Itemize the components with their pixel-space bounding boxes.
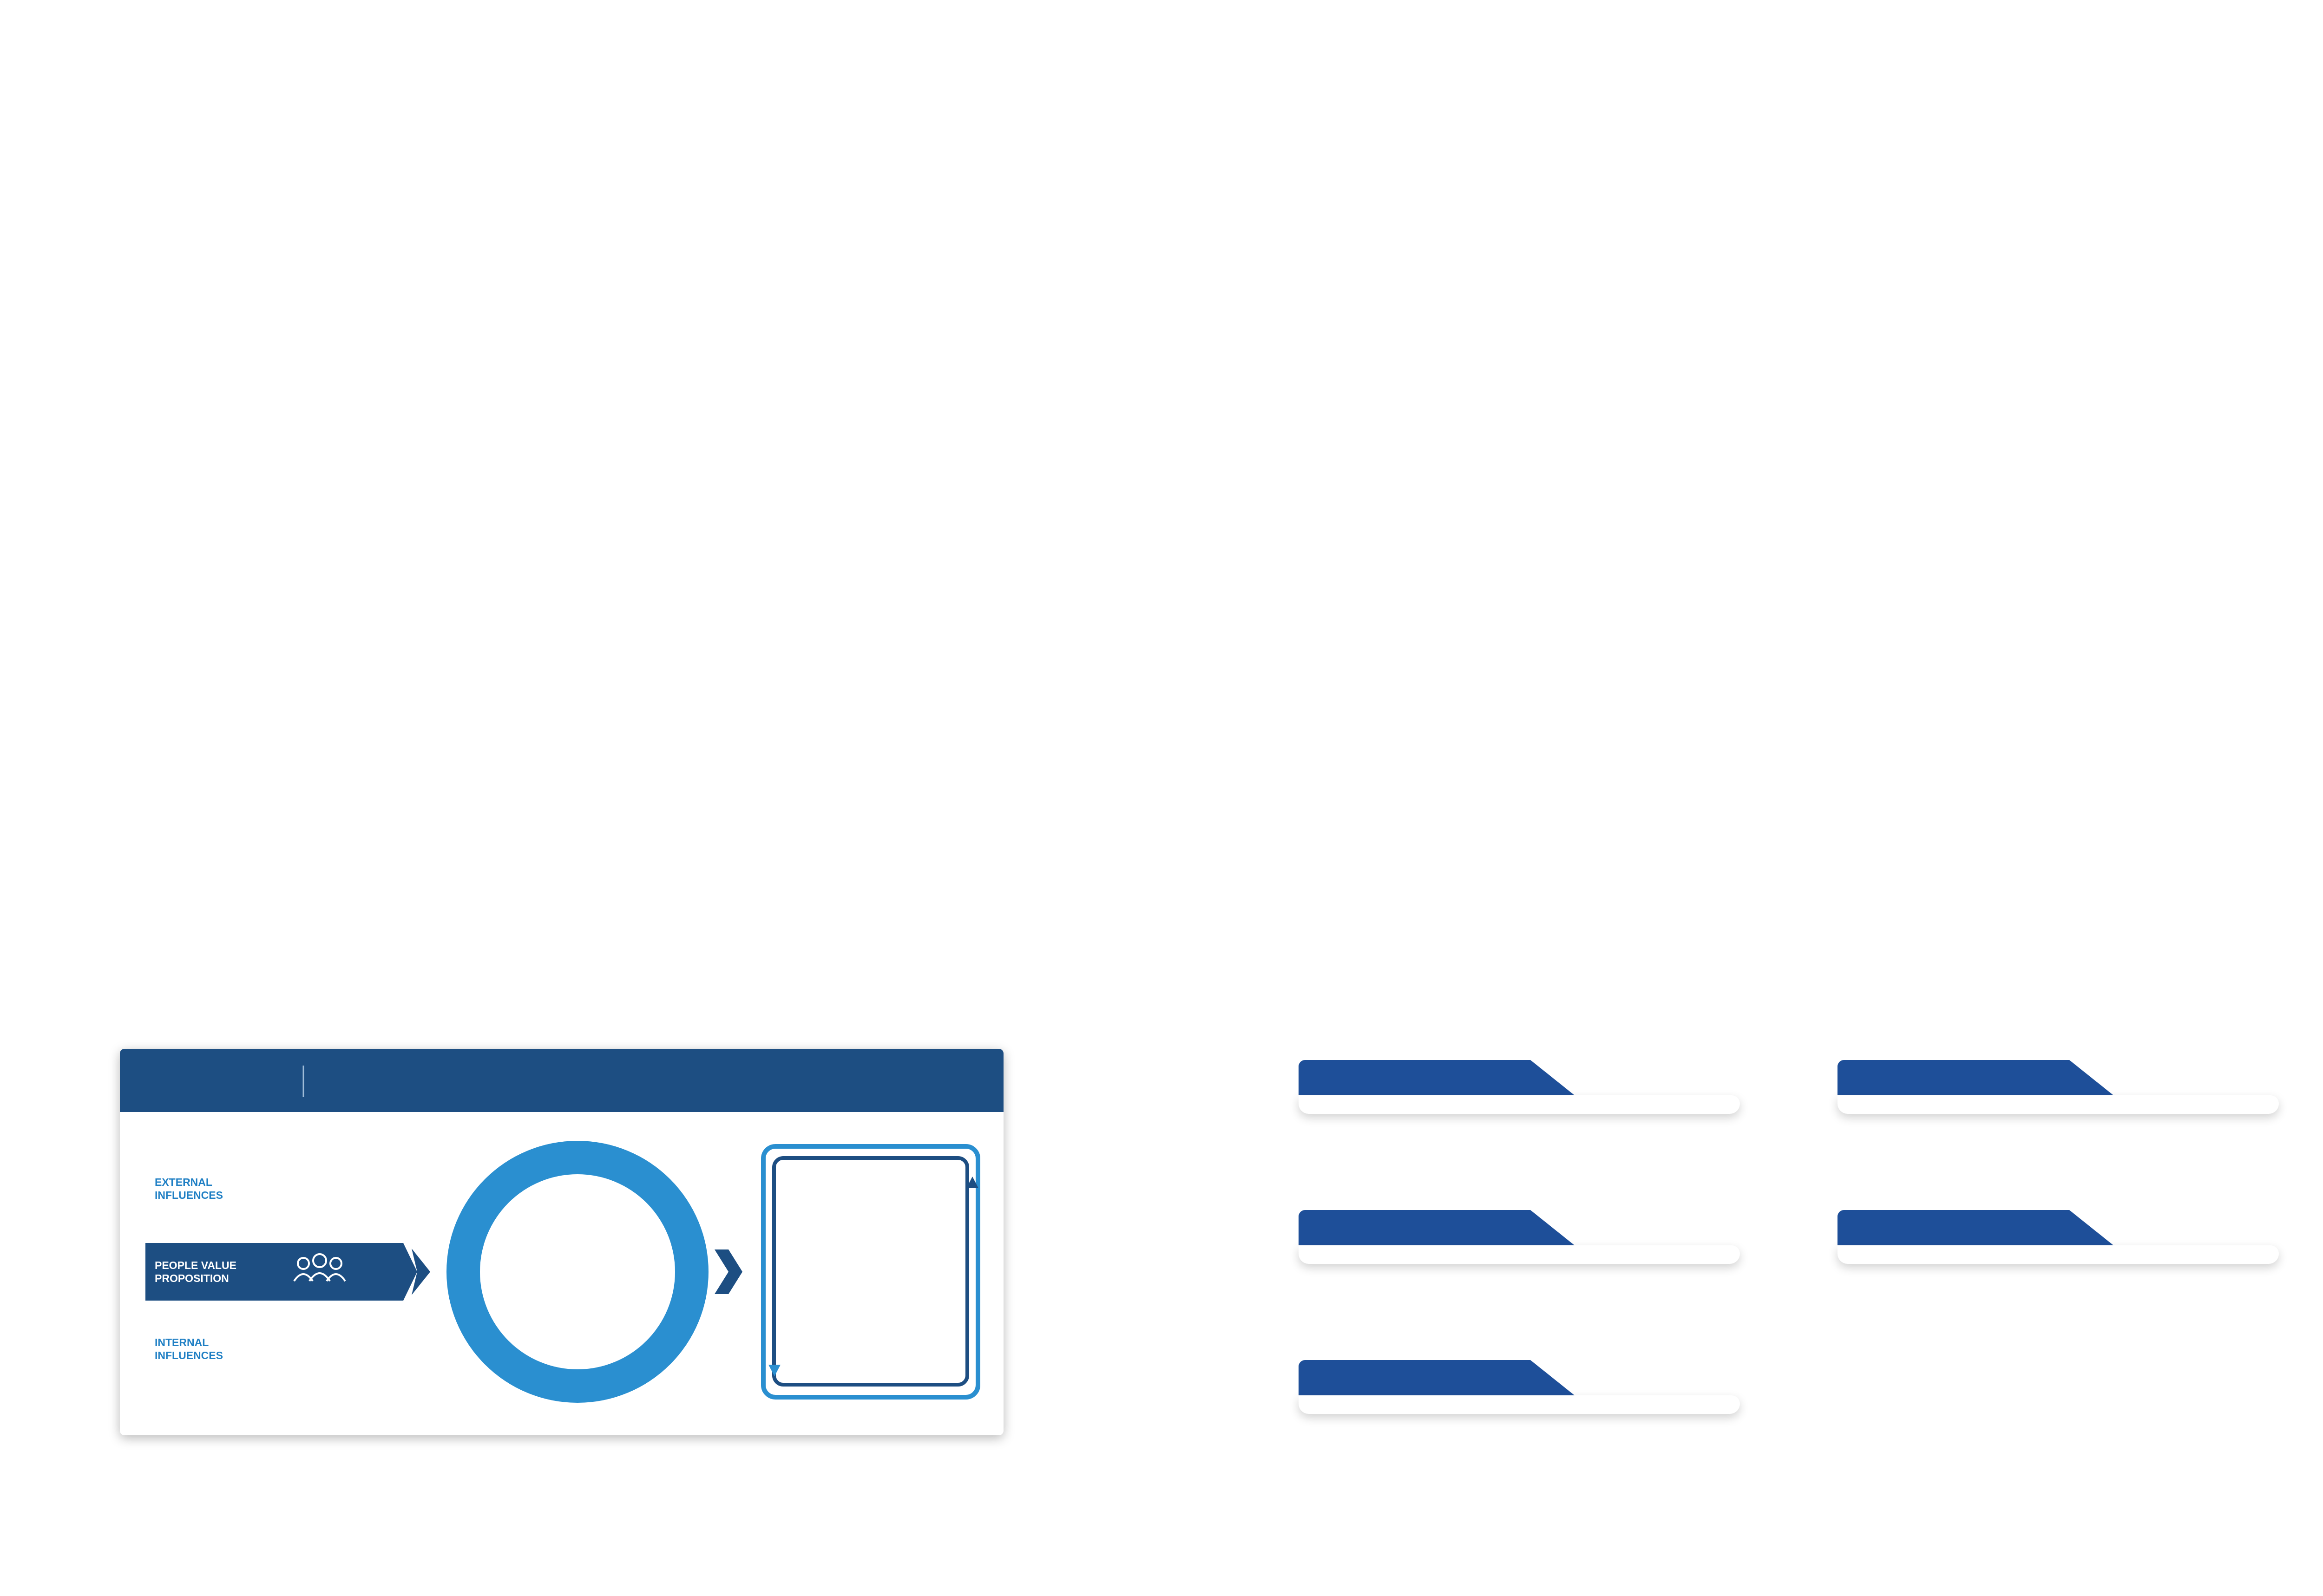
outcomes-box (763, 1146, 978, 1397)
card-text (1837, 1245, 2279, 1264)
arrow-down-icon (768, 1365, 781, 1376)
outcomes-box-inner (774, 1158, 967, 1385)
card-text (1299, 1395, 1740, 1414)
external-influences-label: EXTERNAL INFLUENCES (155, 1176, 223, 1201)
text-column-2 (601, 199, 1047, 203)
card-text (1299, 1095, 1740, 1114)
total-rewards-diagram (120, 1049, 1004, 1435)
card-title (1299, 1360, 1575, 1395)
card-title (1837, 1210, 2113, 1245)
card-title (1299, 1060, 1575, 1095)
text-column-3 (1296, 199, 1728, 203)
text-column-1 (125, 199, 558, 203)
card-title (1837, 1060, 2113, 1095)
strategy-core (480, 1174, 675, 1369)
chevron-right-icon (715, 1249, 742, 1294)
pvp-band (145, 1243, 417, 1301)
pvp-label: PEOPLE VALUE PROPOSITION (155, 1259, 236, 1284)
internal-influences-label: INTERNAL INFLUENCES (155, 1336, 223, 1361)
card-text (1837, 1095, 2279, 1114)
text-column-4 (1763, 199, 2213, 203)
card-title (1299, 1210, 1575, 1245)
total-rewards-model-figure (120, 1049, 1004, 1435)
card-text (1299, 1245, 1740, 1264)
